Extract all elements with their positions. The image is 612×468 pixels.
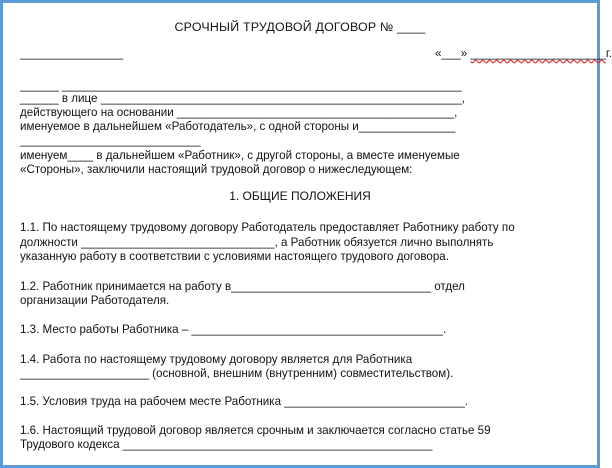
- clause-1-3: 1.3. Место работы Работника – _______________________________________.: [20, 323, 447, 336]
- section-heading: 1. ОБЩИЕ ПОЛОЖЕНИЯ: [229, 189, 371, 203]
- party-line-6: именуем____ в дальнейшем «Работник», с другой стороны, а вместе именуемые: [20, 149, 460, 162]
- clause-1-4-line-2: ____________________ (основной, внешним (внутренним) совместительством).: [20, 367, 454, 380]
- clause-1-4-line-1: 1.4. Работа по настоящему трудовому договору является для Работника: [20, 353, 413, 366]
- clause-1-1-line-2: должности ______________________________, а Работник обязуется лично выполнять: [20, 236, 494, 249]
- clause-1-1-line-1: 1.1. По настоящему трудовому договору Работодатель предоставляет Работнику работу по: [20, 221, 515, 234]
- document-title: СРОЧНЫЙ ТРУДОВОЙ ДОГОВОР № ____: [174, 20, 426, 34]
- clause-1-1-line-3: указанную работу в соответствии с условиями настоящего трудового договора.: [20, 250, 449, 263]
- party-line-3: действующего на основании ___________________________________________,: [20, 106, 458, 119]
- party-line-1: ______ ______________________________________________________________: [20, 79, 462, 92]
- clause-1-2-line-1: 1.2. Работник принимается на работу в_______________________________ отдел: [20, 280, 465, 293]
- date-year-blank: _____________________: [470, 47, 606, 60]
- party-line-7: «Стороны», заключили настоящий трудовой договор о нижеследующем:: [20, 163, 413, 176]
- party-line-5: ____________________________: [20, 134, 201, 147]
- date-day-blank: «___»: [435, 47, 471, 60]
- party-line-2: ______ в лице ________________________________________________________,: [20, 92, 466, 105]
- date-field[interactable]: [435, 47, 612, 60]
- clause-1-6-line-2: Трудового кодекса ________________________________________________: [20, 438, 433, 451]
- place-blank[interactable]: ________________: [20, 47, 124, 60]
- party-line-4: именуемое в дальнейшем «Работодатель», с одной стороны и_______________: [20, 120, 456, 133]
- clause-1-2-line-2: организации Работодателя.: [20, 294, 170, 307]
- date-suffix: г.: [605, 47, 612, 60]
- clause-1-6-line-1: 1.6. Настоящий трудовой договор является срочным и заключается согласно статье 59: [20, 424, 491, 437]
- clause-1-5: 1.5. Условия труда на рабочем месте Работника ____________________________.: [20, 395, 469, 408]
